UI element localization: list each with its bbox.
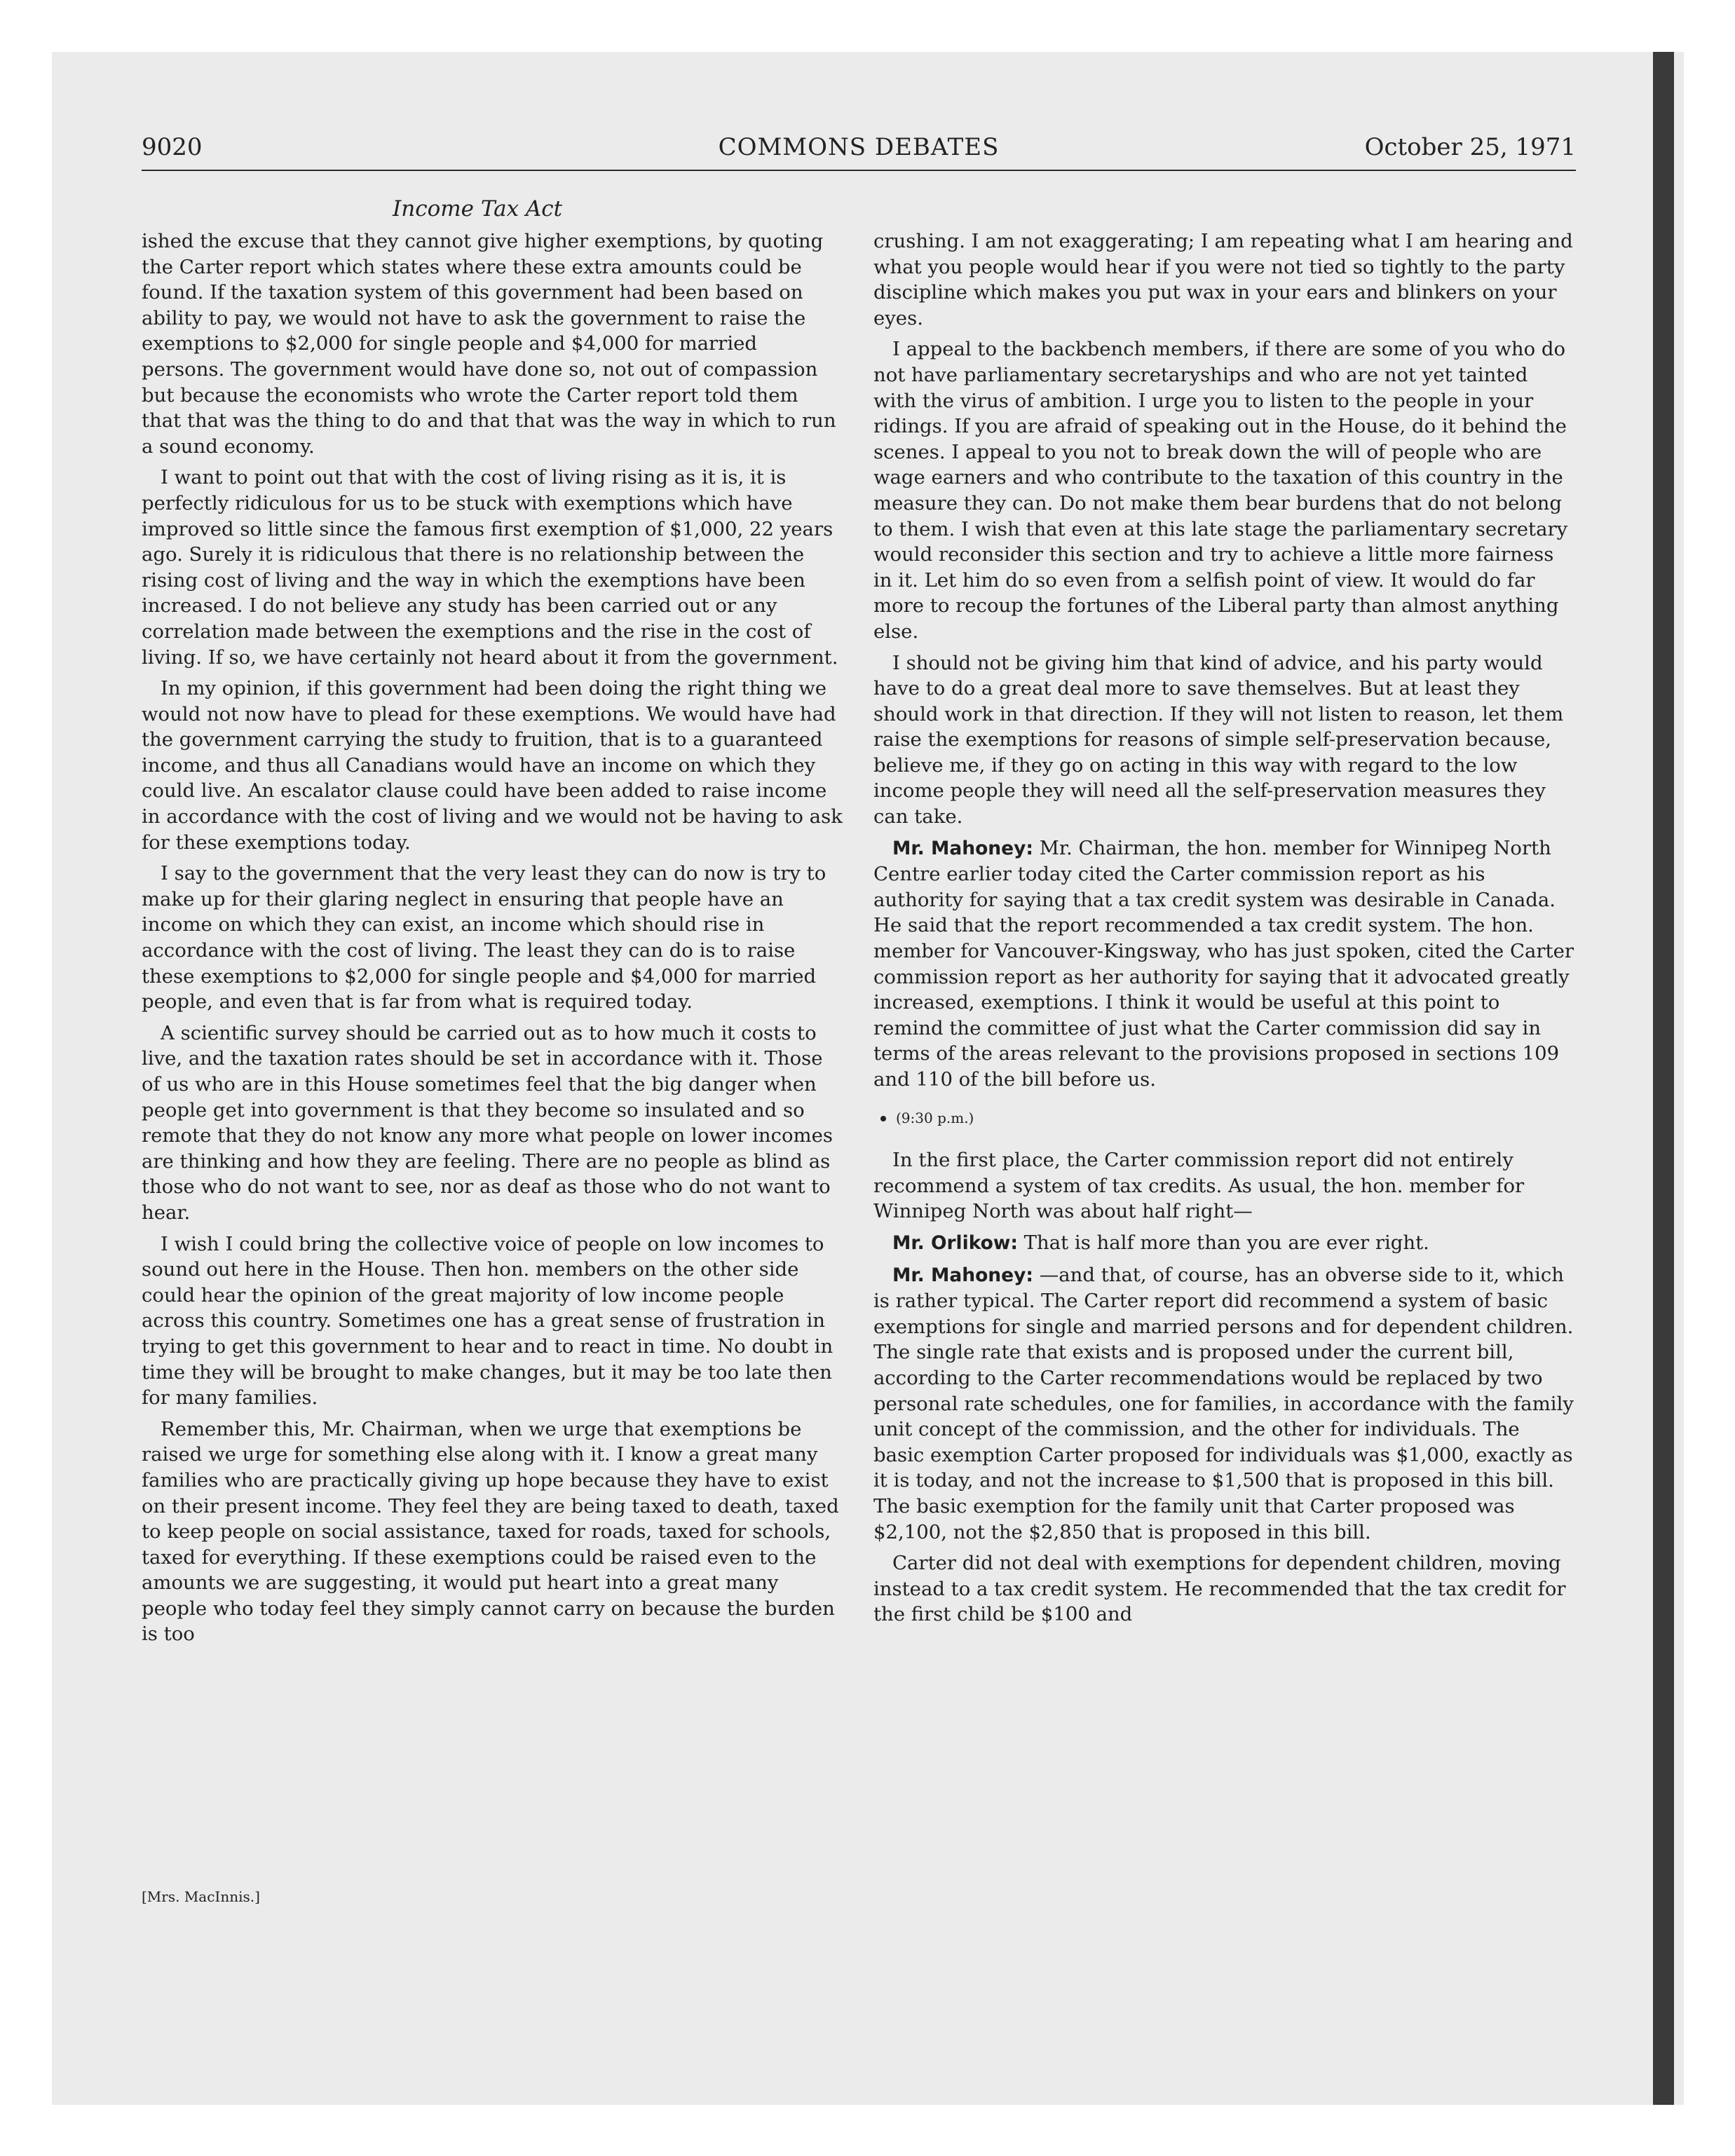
- paragraph: I should not be giving him that kind of advice, and his party would have to do a great deal more to save themselves. But at least they should work in that direction. If they will not listen to reason, let them raise the exemptions for reasons of simple self-preservation because, believe me, if they go on acting in this way with regard to the low income people they will need all the self-preservation measures they can take.: [873, 651, 1564, 828]
- left-column: [142, 228, 843, 1653]
- speech-text: Mr. Chairman, the hon. member for Winnipeg North Centre earlier today cited the Carter commission report as his authority for saying that a tax credit system was desirable in Canada. He said that the report recommended a tax credit system. The hon. member for Vancouver-Kingsway, who has just spoken, cited the Carter commission report as her authority for saying that it advocated greatly increased, exemptions. I think it would be useful at this point to remind the committee of just what the Carter commission did say in terms of the areas relevant to the provisions proposed in sections 109 and 110 of the bill before us.: [873, 836, 1574, 1091]
- paragraph: In my opinion, if this government had been doing the right thing we would not now have to plead for these exemptions. We would have had the government carrying the study to fruition, that is to a guaranteed income, and thus all Canadians would have an income on which they could live. An escalator clause could have been added to raise income in accordance with the cost of living and we would not be having to ask for these exemptions today.: [142, 677, 843, 854]
- speech-text: —and that, of course, has an obverse side to it, which is rather typical. The Carter report did recommend a system of basic exemptions for single and married persons and for dependent children. The single rate that exists and is proposed under the current bill, according to the Carter recommendations would be replaced by two personal rate schedules, one for families, in accordance with the family unit concept of the commission, and the other for individuals. The basic exemption Carter proposed for individuals was $1,000, exactly as it is today, and not the increase to $1,500 that is proposed in this bill. The basic exemption for the family unit that Carter proposed was $2,100, not the $2,850 that is proposed in this bill.: [873, 1263, 1574, 1543]
- paragraph: I say to the government that the very least they can do now is try to make up for their glaring neglect in ensuring that people have an income on which they can exist, an income which should rise in accordance with the cost of living. The least they can do is to raise these exemptions to $2,000 for single people and $4,000 for married people, and even that is far from what is required today.: [142, 862, 826, 1014]
- scan-edge-shadow: [1653, 52, 1674, 2105]
- page-number: 9020: [142, 133, 203, 161]
- publication-title: COMMONS DEBATES: [718, 133, 1000, 161]
- section-subject: Income Tax Act: [393, 196, 563, 221]
- paragraph: ished the excuse that they cannot give higher exemptions, by quoting the Carter report which states where these extra amounts could be found. If the taxation system of this government had been based on ability to pay, we would not have to ask the government to raise the exemptions to $2,000 for single people and $4,000 for married persons. The government would have done so, not out of compassion but because the economists who wrote the Carter report told them that that was the thing to do and that that was the way in which to run a sound economy.: [142, 230, 836, 458]
- speaker-name: Mr. Mahoney:: [892, 1264, 1033, 1286]
- paragraph: I appeal to the backbench members, if there are some of you who do not have parliamentary secretaryships and who are not yet tainted with the virus of ambition. I urge you to listen to the people in your ridings. If you are afraid of speaking out in the House, do it behind the scenes. I appeal to you not to break down the will of people who are wage earners and who contribute to the taxation of this country in the measure they can. Do not make them bear burdens that do not belong to them. I wish that even at this late stage the parliamentary secretary would reconsider this section and try to achieve a little more fairness in it. Let him do so even from a selfish point of view. It would do far more to recoup the fortunes of the Liberal party than almost anything else.: [873, 338, 1568, 643]
- speech-text: That is half more than you are ever right.: [1023, 1231, 1429, 1254]
- paragraph: Carter did not deal with exemptions for dependent children, moving instead to a tax credit system. He recommended that the tax credit for the first child be $100 and: [873, 1552, 1566, 1626]
- speaker-attribution: [Mrs. MacInnis.]: [142, 1888, 260, 1905]
- paragraph: I want to point out that with the cost of living rising as it is, it is perfectly ridiculous for us to be stuck with exemptions which have improved so little since the famous first exemption of $1,000, 22 years ago. Surely it is ridiculous that there is no relationship between the rising cost of living and the way in which the exemptions have been increased. I do not believe any study has been carried out or any correlation made between the exemptions and the rise in the cost of living. If so, we have certainly not heard about it from the government.: [142, 466, 838, 669]
- paragraph: crushing. I am not exaggerating; I am repeating what I am hearing and what you people would hear if you were not tied so tightly to the party discipline which makes you put wax in your ears and blinkers on your eyes.: [873, 230, 1573, 329]
- page-header: [142, 130, 1576, 171]
- paragraph: I wish I could bring the collective voice of people on low incomes to sound out here in the House. Then hon. members on the other side could hear the opinion of the great majority of low income people across this country. Sometimes one has a great sense of frustration in trying to get this government to hear and to react in time. No doubt in time they will be brought to make changes, but it may be too late then for many families.: [142, 1232, 834, 1410]
- speaker-name: Mr. Mahoney:: [892, 837, 1033, 859]
- right-column: [873, 228, 1574, 1633]
- paragraph: Remember this, Mr. Chairman, when we urge that exemptions be raised we urge for something else along with it. I know a great many families who are practically giving up hope because they have to exist on their present income. They feel they are being taxed to death, taxed to keep people on social assistance, taxed for roads, taxed for schools, taxed for everything. If these exemptions could be raised even to the amounts we are suggesting, it would put heart into a great many people who today feel they simply cannot carry on because the burden is too: [142, 1417, 839, 1646]
- speech-mahoney: [873, 1262, 1574, 1546]
- paragraph: In the first place, the Carter commission report did not entirely recommend a system of tax credits. As usual, the hon. member for Winnipeg North was about half right—: [873, 1149, 1525, 1223]
- paragraph: A scientific survey should be carried out as to how much it costs to live, and the taxation rates should be set in accordance with it. Those of us who are in this House sometimes feel that the big danger when people get into government is that they become so insulated and so remote that they do not know any more what people on lower incomes are thinking and how they are feeling. There are no people as blind as those who do not want to see, nor as deaf as those who do not want to hear.: [142, 1021, 834, 1224]
- timestamp: [880, 1105, 1574, 1131]
- speech-orlikow: [873, 1230, 1574, 1257]
- bullet-icon: [880, 1116, 886, 1121]
- speaker-name: Mr. Orlikow:: [892, 1231, 1018, 1254]
- speech-mahoney: [873, 835, 1574, 1093]
- publication-date: October 25, 1971: [1364, 133, 1576, 161]
- timestamp-text: (9:30 p.m.): [896, 1109, 974, 1126]
